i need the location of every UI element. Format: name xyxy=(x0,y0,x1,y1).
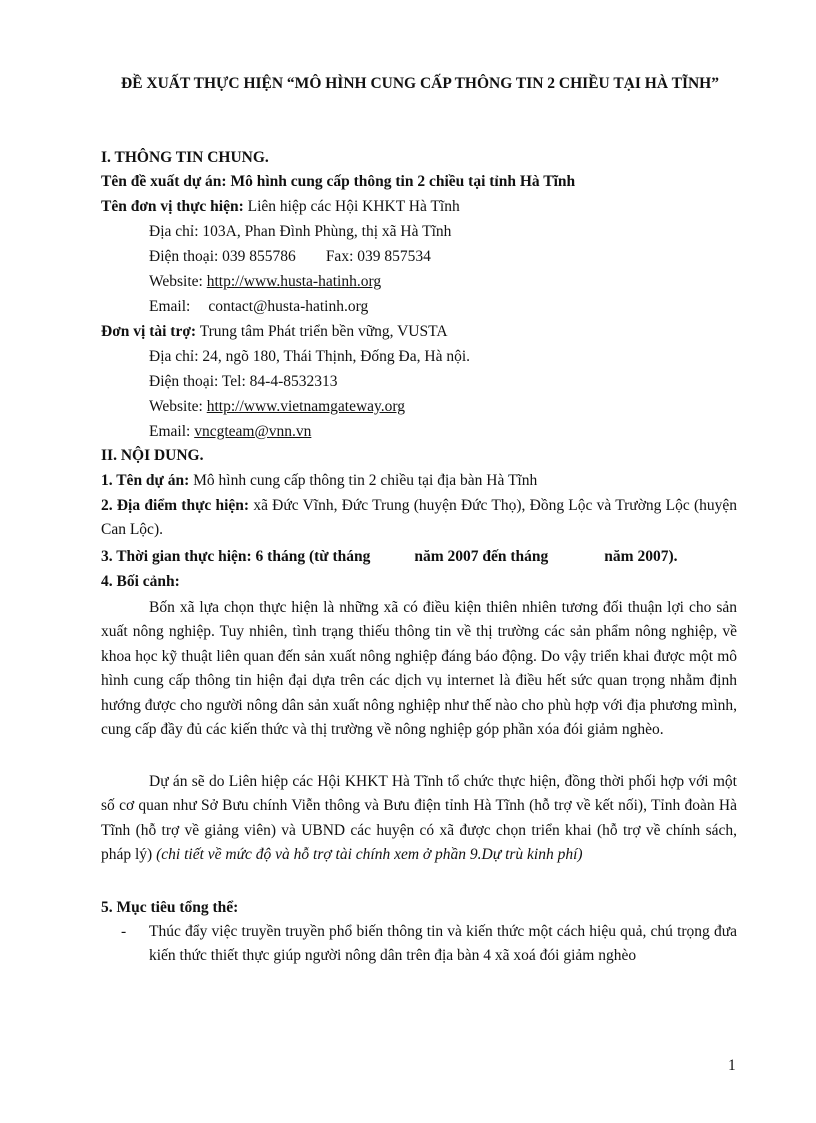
item-3-label: 3. Thời gian thực hiện: xyxy=(101,548,252,565)
implementer-line xyxy=(101,195,460,219)
item-5-heading: 5. Mục tiêu tổng thể: xyxy=(101,899,239,916)
project-name-line xyxy=(101,170,575,194)
sponsor: Trung tâm Phát triển bền vững, VUSTA xyxy=(199,323,448,340)
implementer: Liên hiệp các Hội KHKT Hà Tĩnh xyxy=(247,198,460,215)
implementer-address: Địa chỉ: 103A, Phan Đình Phùng, thị xã Hà Tĩnh xyxy=(149,223,452,240)
implementer-fax: Fax: 039 857534 xyxy=(325,248,431,265)
item-3-middle: năm 2007 đến tháng xyxy=(414,548,549,565)
item-2-label: 2. Địa điểm thực hiện: xyxy=(101,497,250,514)
sponsor-email-line xyxy=(149,420,311,444)
implementer-website-line xyxy=(149,270,381,294)
sponsor-line xyxy=(101,320,448,344)
implementer-email: contact@husta-hatinh.org xyxy=(208,298,369,315)
bullet-dash: - xyxy=(121,923,127,940)
sponsor-label: Đơn vị tài trợ: xyxy=(101,323,197,340)
sponsor-address: Địa chỉ: 24, ngõ 180, Thái Thịnh, Đống Đa, Hà nội. xyxy=(149,348,471,365)
implementer-email-line xyxy=(149,295,368,319)
sponsor-website-label: Website: xyxy=(149,398,207,415)
sponsor-website-link[interactable]: http://www.vietnamgateway.org xyxy=(206,398,406,415)
item-4-heading: 4. Bối cảnh: xyxy=(101,573,180,590)
item-1-line xyxy=(101,469,537,493)
context-paragraph-2-text: Dự án sẽ do Liên hiệp các Hội KHKT Hà Tĩnh tổ chức thực hiện, đồng thời phối hợp với một số cơ quan như Sở Bưu chính Viễn thông và Bưu điện tỉnh Hà Tĩnh (hỗ trợ về kết nối), Tỉnh đoàn Hà Tĩnh (hỗ trợ về giảng viên) và UBND các huyện có xã được chọn triển khai (hỗ trợ về chính sách, pháp lý) xyxy=(101,773,737,864)
item-3-start: 6 tháng (từ tháng xyxy=(255,548,371,565)
context-paragraph-2-note: (chi tiết về mức độ và hỗ trợ tài chính xem ở phần 9.Dự trù kinh phí) xyxy=(156,846,583,864)
project-name: Mô hình cung cấp thông tin 2 chiều tại tỉnh Hà Tĩnh xyxy=(230,173,576,190)
section-heading-content: II. NỘI DUNG. xyxy=(101,447,204,464)
document-title: ĐỀ XUẤT THỰC HIỆN “MÔ HÌNH CUNG CẤP THÔNG TIN 2 CHIỀU TẠI HÀ TĨNH” xyxy=(121,75,719,92)
page-number: 1 xyxy=(728,1057,736,1074)
item-1-label: 1. Tên dự án: xyxy=(101,472,190,489)
context-paragraph-2 xyxy=(101,770,737,868)
sponsor-phone: Điện thoại: Tel: 84-4-8532313 xyxy=(149,373,338,390)
implementer-phone: Điện thoại: 039 855786 xyxy=(149,248,296,265)
item-1-text: Mô hình cung cấp thông tin 2 chiều tại địa bàn Hà Tĩnh xyxy=(193,472,538,489)
sponsor-website-line xyxy=(149,395,405,419)
implementer-label: Tên đơn vị thực hiện: xyxy=(101,198,244,215)
item-3-line xyxy=(101,545,678,569)
implementer-website-label: Website: xyxy=(149,273,207,290)
context-paragraph-1: Bốn xã lựa chọn thực hiện là những xã có điều kiện thiên nhiên tương đối thuận lợi cho sản xuất nông nghiệp. Tuy nhiên, tình trạng thiếu thông tin về thị trường các sản phẩm nông nghiệp, về khoa học kỹ thuật liên quan đến sản xuất nông nghiệp đáng báo động. Do vậy triển khai được một mô hình cung cấp thông tin hiện đại dựa trên các dịch vụ internet là điều hết sức quan trọng nhằm định hướng được cho người nông dân sản xuất nông nghiệp như thế nào cho phù hợp với địa phương mình, cung cấp đầy đủ các kiến thức và thị trường về nông nghiệp góp phần xóa đói giảm nghèo. xyxy=(101,599,737,739)
implementer-website-link[interactable]: http://www.husta-hatinh.org xyxy=(206,273,382,290)
implementer-email-label: Email: xyxy=(149,298,191,315)
item-2-text: xã Đức Vĩnh, Đức Trung (huyện Đức Thọ), Đồng Lộc và Trường Lộc (huyện Can Lộc). xyxy=(101,497,737,539)
item-2-line xyxy=(101,494,737,543)
sponsor-email-label: Email: xyxy=(149,423,195,440)
objective-bullet-1: Thúc đẩy việc truyền truyền phổ biến thông tin và kiến thức một cách hiệu quả, chú trọng đưa kiến thức thiết thực giúp người nông dân trên địa bàn 4 xã xoá đói giảm nghèo xyxy=(149,923,737,965)
project-name-label: Tên đề xuất dự án: xyxy=(101,173,227,190)
implementer-phone-line xyxy=(149,245,431,269)
item-3-end: năm 2007). xyxy=(604,548,678,565)
sponsor-email-link[interactable]: vncgteam@vnn.vn xyxy=(194,423,312,440)
section-heading-general-info: I. THÔNG TIN CHUNG. xyxy=(101,149,269,166)
